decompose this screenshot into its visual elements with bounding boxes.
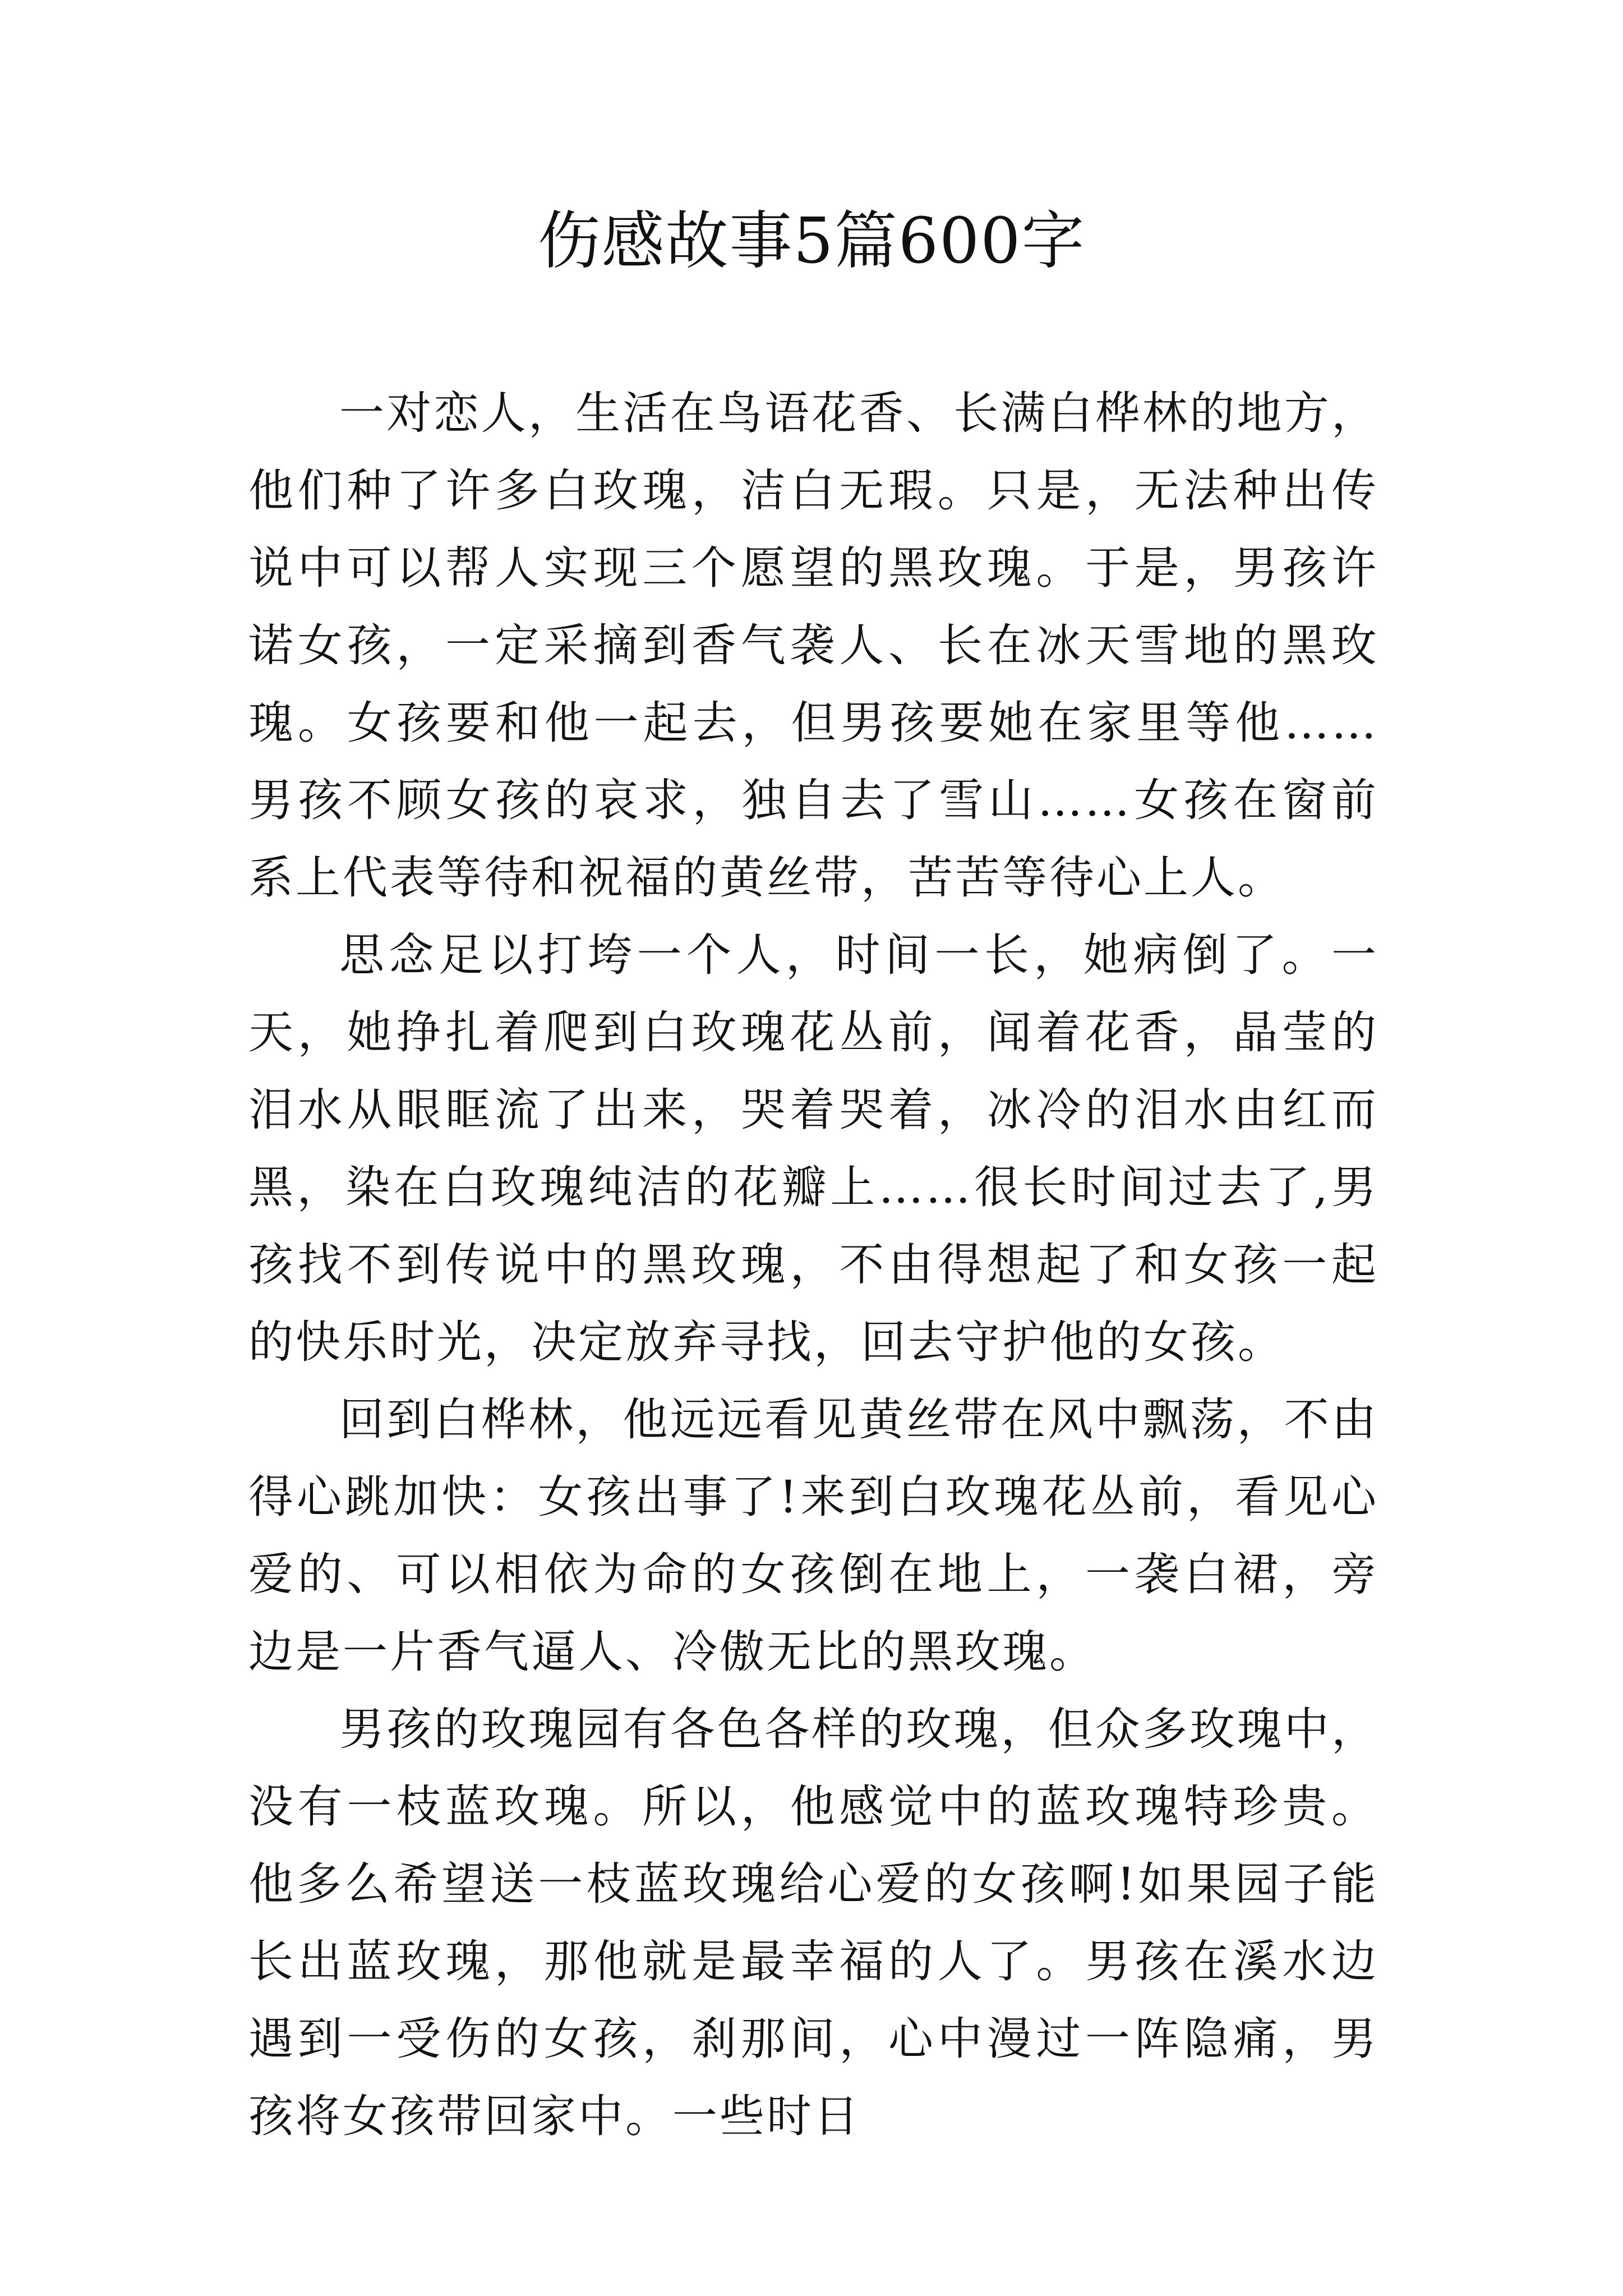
paragraph: 回到白桦林，他远远看见黄丝带在风中飘荡，不由得心跳加快：女孩出事了!来到白玫瑰花丛前，看见心爱的、可以相依为命的女孩倒在地上，一袭白裙，旁边是一片香气逼人、冷傲无比的黑玫瑰。 — [248, 1393, 1378, 1678]
paragraph: 一对恋人，生活在鸟语花香、长满白桦林的地方，他们种了许多白玫瑰，洁白无瑕。只是，无法种出传说中可以帮人实现三个愿望的黑玫瑰。于是，男孩许诺女孩，一定采摘到香气袭人、长在冰天雪地的黑玫瑰。女孩要和他一起去，但男孩要她在家里等他……男孩不顾女孩的哀求，独自去了雪山……女孩在窗前系上代表等待和祝福的黄丝带，苦苦等待心上人。 — [248, 387, 1378, 904]
paragraph: 思念足以打垮一个人，时间一长，她病倒了。一天，她挣扎着爬到白玫瑰花丛前，闻着花香，晶莹的泪水从眼眶流了出来，哭着哭着，冰冷的泪水由红而黑，染在白玫瑰纯洁的花瓣上……很长时间过去了,男孩找不到传说中的黑玫瑰，不由得想起了和女孩一起的快乐时光，决定放弃寻找，回去守护他的女孩。 — [248, 929, 1378, 1368]
document-title: 伤感故事5篇600字 — [537, 205, 1086, 278]
document-body — [248, 375, 1378, 2155]
paragraph: 男孩的玫瑰园有各色各样的玫瑰，但众多玫瑰中，没有一枝蓝玫瑰。所以，他感觉中的蓝玫瑰特珍贵。他多么希望送一枝蓝玫瑰给心爱的女孩啊!如果园子能长出蓝玫瑰，那他就是最幸福的人了。男孩在溪水边遇到一受伤的女孩，刹那间，心中漫过一阵隐痛，男孩将女孩带回家中。一些时日 — [248, 1703, 1378, 2142]
